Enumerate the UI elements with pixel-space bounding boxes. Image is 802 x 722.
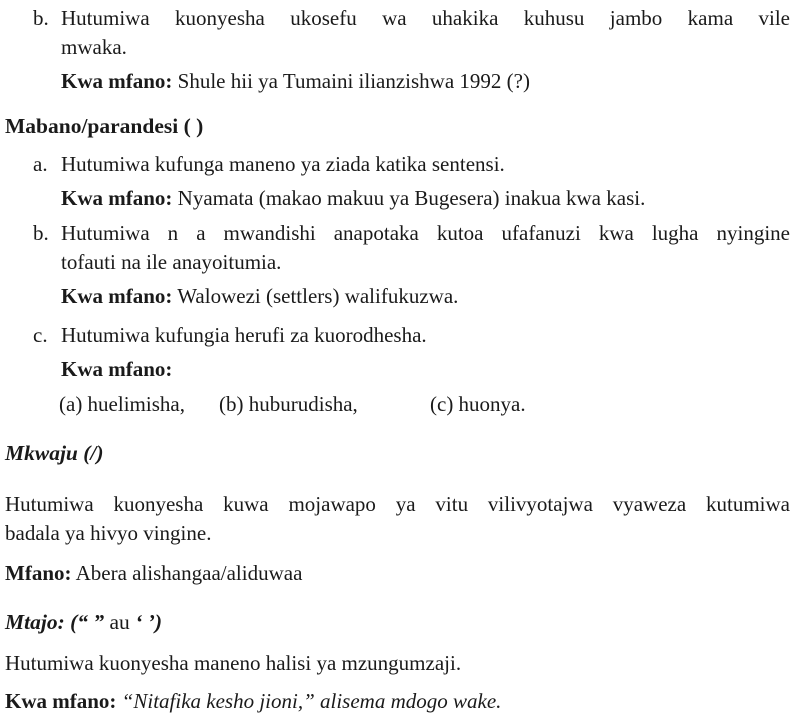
example-line <box>61 68 530 95</box>
example-text: Nyamata (makao makuu ya Bugesera) inakua kwa kasi. <box>172 186 646 210</box>
list-marker-b-top: b. <box>33 6 49 30</box>
paragraph-line: Hutumiwa kufunga maneno ya ziada katika sentensi. <box>61 152 505 176</box>
example-label: Mfano: <box>5 561 72 585</box>
paragraph-line: Hutumiwa kuonyesha kuwa mojawapo ya vitu vilivyotajwa vyaweza kutumiwa <box>5 492 790 516</box>
example-text: Walowezi (settlers) walifukuzwa. <box>172 284 459 308</box>
option-b: (b) huburudisha, <box>219 392 358 416</box>
heading-quotes-single: ‘ ’ <box>135 610 155 634</box>
example-quote: “Nitafika kesho jioni,” alisema mdogo wake. <box>116 689 502 713</box>
heading-connector: au <box>104 610 136 634</box>
paragraph-line: Hutumiwa kufungia herufi za kuorodhesha. <box>61 323 427 347</box>
heading-part: ) <box>154 610 163 634</box>
paragraph-line: tofauti na ile anayoitumia. <box>61 250 282 274</box>
example-label: Kwa mfano: <box>61 284 173 308</box>
list-marker-a: a. <box>33 152 48 176</box>
list-marker-c: c. <box>33 323 48 347</box>
example-label: Kwa mfano: <box>61 357 173 381</box>
example-line <box>5 688 501 715</box>
paragraph-line: Hutumiwa kuonyesha ukosefu wa uhakika kuhusu jambo kama vile <box>61 6 790 30</box>
list-marker-b: b. <box>33 221 49 245</box>
example-label: Kwa mfano: <box>61 186 173 210</box>
paragraph-line: Hutumiwa n a mwandishi anapotaka kutoa ufafanuzi kwa lugha nyingine <box>61 221 790 245</box>
heading-part: Mtajo: ( <box>5 610 78 634</box>
example-text: Shule hii ya Tumaini ilianzishwa 1992 (?) <box>172 69 530 93</box>
section-heading-mabano: Mabano/parandesi ( ) <box>5 114 204 138</box>
option-a: (a) huelimisha, <box>59 392 185 416</box>
heading-quotes-double: “ ” <box>77 610 105 634</box>
section-heading-mkwaju: Mkwaju (/) <box>5 441 104 465</box>
paragraph-line: Hutumiwa kuonyesha maneno halisi ya mzungumzaji. <box>5 651 462 675</box>
example-line <box>61 185 645 212</box>
example-text: Abera alishangaa/aliduwaa <box>71 561 303 585</box>
section-heading-mtajo <box>5 609 162 637</box>
paragraph-line: mwaka. <box>61 35 127 59</box>
paragraph-line: badala ya hivyo vingine. <box>5 521 212 545</box>
example-line <box>5 560 302 587</box>
example-line <box>61 283 458 310</box>
option-c: (c) huonya. <box>430 392 526 416</box>
example-label: Kwa mfano: <box>5 689 117 713</box>
example-label: Kwa mfano: <box>61 69 173 93</box>
